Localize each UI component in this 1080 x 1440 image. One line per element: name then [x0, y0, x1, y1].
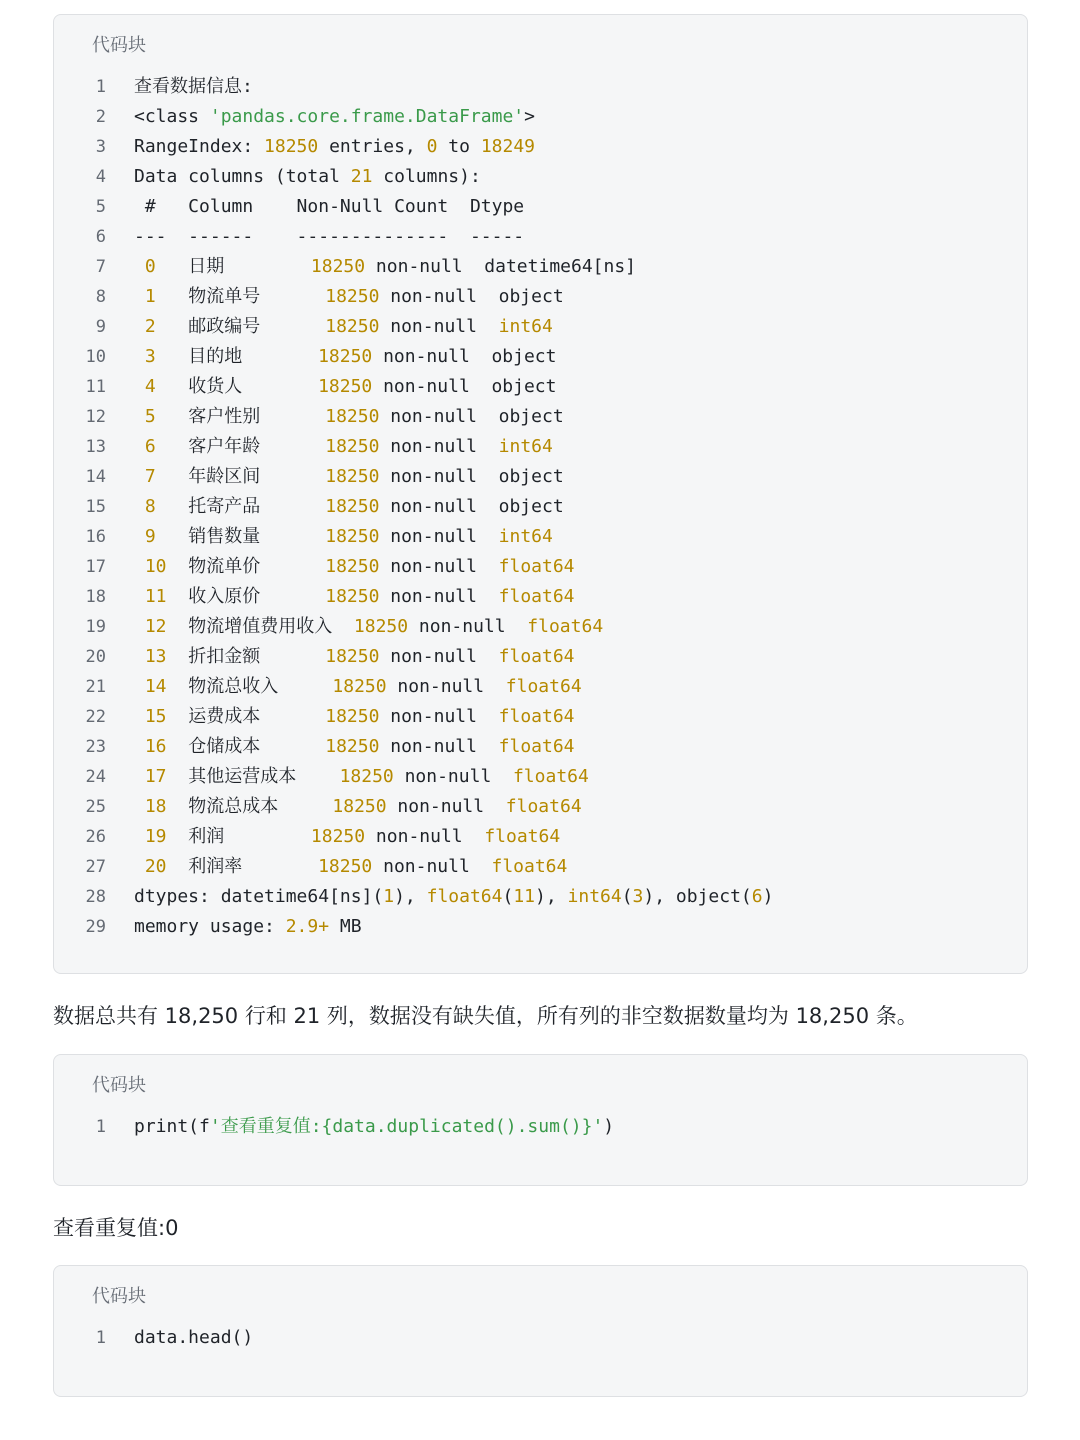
code-number-token: 0 [144, 256, 156, 277]
code-text [134, 762, 589, 792]
code-token [134, 526, 145, 547]
code-token [134, 496, 145, 517]
code-line [54, 852, 1027, 882]
code-number-token: int64 [567, 886, 622, 907]
code-line [54, 432, 1027, 462]
code-number-token: 13 [144, 646, 167, 667]
code-number-token: float64 [527, 616, 604, 637]
line-number: 23 [85, 737, 106, 757]
code-token: MB [329, 916, 362, 937]
code-token: non-null [379, 436, 499, 457]
line-number: 28 [85, 887, 106, 907]
code-number-token: float64 [498, 586, 575, 607]
code-token: non-null [379, 526, 499, 547]
code-token: entries, [318, 136, 427, 157]
line-number: 1 [95, 1328, 106, 1348]
code-line [54, 462, 1027, 492]
code-line [54, 492, 1027, 522]
code-text [134, 222, 524, 252]
code-text [134, 882, 773, 912]
code-number-token: 18250 [353, 616, 409, 637]
code-text [134, 462, 564, 492]
code-token: 销售数量 [155, 526, 326, 547]
code-token: 查看数据信息: [134, 76, 253, 97]
code-token: dtypes: datetime64[ns]( [134, 886, 384, 907]
code-token: > [524, 106, 535, 127]
code-number-token: 18250 [318, 346, 373, 367]
code-token: --- ------ -------------- ----- [134, 226, 525, 247]
code-line [54, 702, 1027, 732]
code-number-token: 8 [144, 496, 156, 517]
code-text [134, 132, 535, 162]
code-line [54, 372, 1027, 402]
code-number-token: 10 [144, 556, 167, 577]
code-text [134, 522, 553, 552]
line-number: 15 [85, 497, 106, 517]
code-token [134, 256, 145, 277]
code-token: 日期 [155, 256, 311, 277]
code-number-token: 3 [632, 886, 644, 907]
code-token [134, 586, 145, 607]
code-number-token: 18250 [325, 406, 380, 427]
code-token: non-null [393, 766, 513, 787]
line-number: 17 [85, 557, 106, 577]
code-token: memory usage: [134, 916, 286, 937]
code-text [134, 672, 582, 702]
code-number-token: 20 [144, 856, 167, 877]
line-number: 12 [85, 407, 106, 427]
code-number-token: 7 [144, 466, 156, 487]
code-number-token: 18250 [325, 496, 380, 517]
code-token: 其他运营成本 [166, 766, 340, 787]
code-number-token: 9 [144, 526, 156, 547]
code-token [134, 556, 145, 577]
code-text [134, 192, 524, 222]
code-number-token: float64 [498, 556, 575, 577]
code-block-3 [53, 1265, 1028, 1397]
code-token: 运费成本 [166, 706, 326, 727]
code-line [54, 642, 1027, 672]
code-line [54, 252, 1027, 282]
code-number-token: 18250 [325, 436, 380, 457]
code-text [134, 702, 575, 732]
code-line [54, 762, 1027, 792]
code-token: 客户性别 [155, 406, 326, 427]
code-token [134, 406, 145, 427]
code-token: 收入原价 [166, 586, 326, 607]
line-number: 9 [95, 317, 106, 337]
code-token: non-null [372, 856, 492, 877]
code-number-token: 18250 [325, 706, 380, 727]
line-number: 1 [95, 1117, 106, 1137]
code-number-token: 18250 [325, 316, 380, 337]
code-lines [54, 72, 1027, 942]
code-number-token: float64 [426, 886, 503, 907]
code-token: non-null [379, 736, 499, 757]
code-number-token: 18250 [325, 556, 380, 577]
code-token: ), object( [643, 886, 752, 907]
code-number-token: 1 [144, 286, 156, 307]
line-number: 22 [85, 707, 106, 727]
code-text [134, 342, 556, 372]
code-token: 客户年龄 [155, 436, 326, 457]
code-number-token: 11 [513, 886, 535, 907]
code-token: Data columns (total [134, 166, 351, 187]
code-token: non-null object [379, 466, 564, 487]
code-line [54, 792, 1027, 822]
code-text [134, 852, 567, 882]
code-text [134, 612, 603, 642]
code-number-token: 18250 [325, 466, 380, 487]
code-token: 目的地 [155, 346, 319, 367]
code-line [54, 582, 1027, 612]
code-block-title: 代码块 [92, 35, 146, 56]
line-number: 18 [85, 587, 106, 607]
code-token [134, 796, 145, 817]
code-line [54, 612, 1027, 642]
code-text [134, 1112, 614, 1142]
code-token: ( [621, 886, 633, 907]
code-block-1 [53, 14, 1028, 974]
code-text [134, 1323, 253, 1353]
line-number: 8 [95, 287, 106, 307]
code-number-token: float64 [505, 796, 582, 817]
code-text [134, 102, 535, 132]
code-token: non-null datetime64[ns] [365, 256, 637, 277]
code-token: data.head() [134, 1327, 254, 1348]
line-number: 6 [95, 227, 106, 247]
code-number-token: 18250 [318, 856, 373, 877]
code-text [134, 912, 362, 942]
code-number-token: 11 [144, 586, 167, 607]
code-line [54, 222, 1027, 252]
code-token: non-null [386, 796, 506, 817]
line-number: 11 [85, 377, 106, 397]
code-number-token: int64 [498, 436, 553, 457]
code-number-token: 18250 [318, 376, 373, 397]
code-text [134, 792, 582, 822]
code-lines [54, 1112, 1027, 1142]
code-block-2 [53, 1054, 1028, 1186]
code-number-token: 2.9+ [285, 916, 330, 937]
code-text [134, 822, 560, 852]
code-text [134, 162, 481, 192]
code-token [134, 766, 145, 787]
code-token [134, 856, 145, 877]
code-token: 托寄产品 [155, 496, 326, 517]
code-number-token: 18250 [310, 256, 366, 277]
code-line [54, 522, 1027, 552]
code-number-token: 18250 [325, 586, 380, 607]
code-number-token: float64 [498, 736, 575, 757]
code-number-token: 12 [144, 616, 167, 637]
code-token: <class [134, 106, 210, 127]
code-string-token: 'pandas.core.frame.DataFrame' [209, 106, 525, 127]
code-line [54, 72, 1027, 102]
code-number-token: int64 [498, 526, 553, 547]
code-text [134, 372, 556, 402]
line-number: 13 [85, 437, 106, 457]
code-line [54, 1323, 1027, 1353]
line-number: 7 [95, 257, 106, 277]
code-token: 年龄区间 [155, 466, 326, 487]
code-number-token: 15 [144, 706, 167, 727]
code-token: non-null [379, 586, 499, 607]
code-token: ( [502, 886, 514, 907]
code-token: non-null object [379, 406, 564, 427]
code-number-token: 18250 [332, 676, 387, 697]
code-block-title: 代码块 [92, 1075, 146, 1096]
code-token [134, 376, 145, 397]
code-number-token: 18249 [480, 136, 535, 157]
code-token: non-null [379, 646, 499, 667]
code-number-token: 19 [144, 826, 167, 847]
code-text [134, 552, 575, 582]
code-text [134, 402, 564, 432]
line-number: 25 [85, 797, 106, 817]
code-text [134, 582, 575, 612]
code-token: 折扣金额 [166, 646, 326, 667]
code-number-token: int64 [498, 316, 553, 337]
code-token: 物流单价 [166, 556, 326, 577]
code-number-token: 6 [144, 436, 156, 457]
line-number: 21 [85, 677, 106, 697]
code-token: non-null [379, 316, 499, 337]
code-number-token: 14 [144, 676, 167, 697]
code-number-token: 18250 [325, 646, 380, 667]
code-token: ), [535, 886, 568, 907]
line-number: 3 [95, 137, 106, 157]
code-number-token: 21 [350, 166, 373, 187]
code-token: to [437, 136, 481, 157]
code-text [134, 72, 253, 102]
code-token: non-null [408, 616, 528, 637]
code-number-token: float64 [512, 766, 589, 787]
code-number-token: 18250 [339, 766, 394, 787]
code-token: non-null object [372, 376, 557, 397]
code-token: non-null [365, 826, 485, 847]
code-text [134, 312, 553, 342]
line-number: 24 [85, 767, 106, 787]
line-number: 26 [85, 827, 106, 847]
code-number-token: 1 [383, 886, 395, 907]
code-text [134, 642, 575, 672]
line-number: 19 [85, 617, 106, 637]
code-line [54, 912, 1027, 942]
code-line [54, 552, 1027, 582]
code-token: # Column Non-Null Count Dtype [134, 196, 525, 217]
code-line [54, 192, 1027, 222]
code-number-token: float64 [498, 646, 575, 667]
code-token: 利润率 [166, 856, 319, 877]
code-token: non-null [386, 676, 506, 697]
code-text [134, 252, 636, 282]
code-number-token: 18250 [332, 796, 387, 817]
code-line [54, 672, 1027, 702]
code-text [134, 492, 564, 522]
code-token: 仓储成本 [166, 736, 326, 757]
line-number: 20 [85, 647, 106, 667]
code-number-token: 4 [144, 376, 156, 397]
code-token: non-null object [372, 346, 557, 367]
code-token: ) [603, 1116, 615, 1137]
line-number: 10 [85, 347, 106, 367]
code-token: 物流单号 [155, 286, 326, 307]
code-number-token: 18 [144, 796, 167, 817]
code-number-token: 5 [144, 406, 156, 427]
code-token [134, 706, 145, 727]
code-text [134, 432, 553, 462]
code-number-token: float64 [491, 856, 568, 877]
code-number-token: 18250 [310, 826, 366, 847]
code-token [134, 286, 145, 307]
code-token [134, 736, 145, 757]
code-number-token: 3 [144, 346, 156, 367]
code-string-token: '查看重复值:{data.duplicated().sum()}' [209, 1116, 604, 1137]
code-line [54, 102, 1027, 132]
code-number-token: 2 [144, 316, 156, 337]
code-number-token: 18250 [325, 286, 380, 307]
code-line [54, 132, 1027, 162]
code-token [134, 466, 145, 487]
code-number-token: 17 [144, 766, 167, 787]
code-token: 物流增值费用收入 [166, 616, 354, 637]
line-number: 27 [85, 857, 106, 877]
code-token: 收货人 [155, 376, 319, 397]
summary-paragraph: 数据总共有 18,250 行和 21 列，数据没有缺失值，所有列的非空数据数量均为 18,250 条。 [53, 1004, 918, 1028]
line-number: 16 [85, 527, 106, 547]
code-number-token: float64 [484, 826, 561, 847]
code-number-token: float64 [498, 706, 575, 727]
code-line [54, 162, 1027, 192]
code-text [134, 282, 564, 312]
code-line [54, 402, 1027, 432]
code-token: non-null object [379, 286, 564, 307]
code-number-token: 16 [144, 736, 167, 757]
line-number: 5 [95, 197, 106, 217]
line-number: 4 [95, 167, 106, 187]
code-number-token: 6 [751, 886, 763, 907]
code-token: non-null [379, 706, 499, 727]
duplicate-result-text: 查看重复值:0 [53, 1216, 179, 1240]
code-lines [54, 1323, 1027, 1353]
code-token [134, 646, 145, 667]
code-line [54, 882, 1027, 912]
line-number: 2 [95, 107, 106, 127]
code-token: ), [394, 886, 427, 907]
code-token [134, 316, 145, 337]
code-token: non-null object [379, 496, 564, 517]
code-line [54, 282, 1027, 312]
code-text [134, 732, 575, 762]
code-token: ) [762, 886, 774, 907]
code-token [134, 616, 145, 637]
code-block-title: 代码块 [92, 1286, 146, 1307]
code-number-token: 18250 [325, 736, 380, 757]
code-line [54, 342, 1027, 372]
code-line [54, 1112, 1027, 1142]
code-line [54, 312, 1027, 342]
code-token: print(f [134, 1116, 210, 1137]
code-token: non-null [379, 556, 499, 577]
code-token: columns): [372, 166, 481, 187]
code-line [54, 822, 1027, 852]
code-token: RangeIndex: [134, 136, 265, 157]
code-number-token: 18250 [264, 136, 319, 157]
code-token: 物流总收入 [166, 676, 333, 697]
code-token [134, 676, 145, 697]
code-token: 邮政编号 [155, 316, 326, 337]
code-token [134, 346, 145, 367]
code-number-token: 0 [426, 136, 438, 157]
line-number: 14 [85, 467, 106, 487]
code-line [54, 732, 1027, 762]
code-token: 利润 [166, 826, 311, 847]
code-number-token: 18250 [325, 526, 380, 547]
code-token [134, 436, 145, 457]
line-number: 1 [95, 77, 106, 97]
line-number: 29 [85, 917, 106, 937]
code-token: 物流总成本 [166, 796, 333, 817]
code-token [134, 826, 145, 847]
code-number-token: float64 [505, 676, 582, 697]
